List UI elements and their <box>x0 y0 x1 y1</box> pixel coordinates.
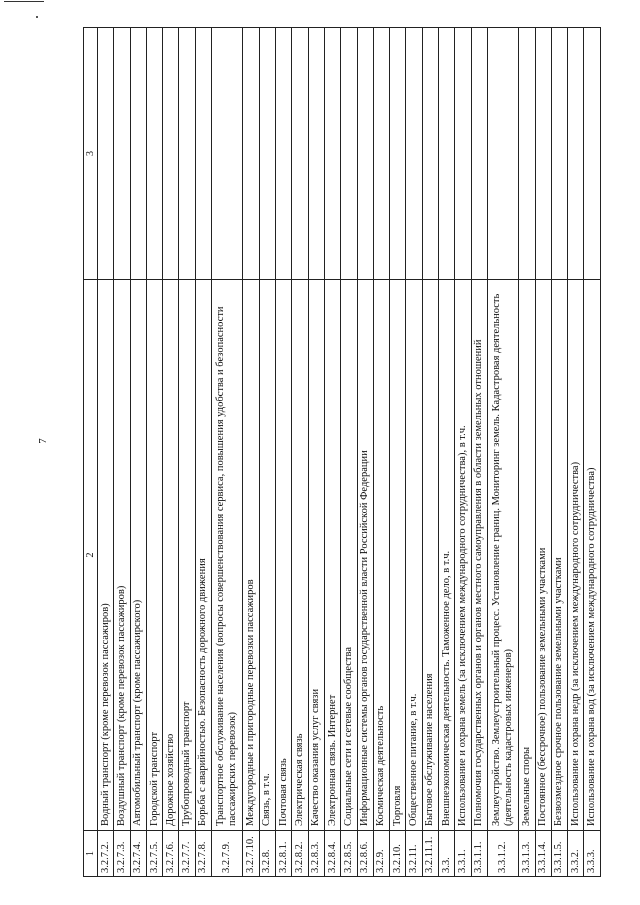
header-col-3: 3 <box>84 28 98 280</box>
row-code: 3.2.11. <box>406 831 422 877</box>
table-row <box>163 28 179 877</box>
header-col-1: 1 <box>84 831 98 877</box>
row-text: Постоянное (бессрочное) пользование земельными участками <box>535 280 551 831</box>
row-col3-empty <box>163 28 179 280</box>
scan-dot <box>36 16 38 18</box>
row-col3-empty <box>568 28 584 280</box>
row-col3-empty <box>535 28 551 280</box>
row-code: 3.2.8.5. <box>341 831 357 877</box>
row-col3-empty <box>98 28 114 280</box>
row-col3-empty <box>324 28 340 280</box>
table-row <box>406 28 422 877</box>
table-row <box>390 28 406 877</box>
row-text: Почтовая связь <box>276 280 292 831</box>
row-code: 3.3.1. <box>455 831 471 877</box>
table-row <box>243 28 259 877</box>
row-text: Безвозмездное срочное пользование земельными участками <box>551 280 567 831</box>
table-row <box>438 28 454 877</box>
row-col3-empty <box>292 28 308 280</box>
row-code: 3.3.3. <box>584 831 601 877</box>
row-text: Качество оказания услуг связи <box>308 280 324 831</box>
row-col3-empty <box>471 28 487 280</box>
row-code: 3.2.8.3. <box>308 831 324 877</box>
table-row <box>455 28 471 877</box>
table-header-row <box>84 28 98 877</box>
row-text: Дорожное хозяйство <box>163 280 179 831</box>
table-row <box>487 28 518 877</box>
row-code: 3.2.8.4. <box>324 831 340 877</box>
row-code: 3.3.2. <box>568 831 584 877</box>
rotated-document-sheet <box>83 27 601 877</box>
row-code: 3.3.1.5. <box>551 831 567 877</box>
row-text: Внешнеэкономическая деятельность. Таможенное дело, в т.ч. <box>438 280 454 831</box>
row-code: 3.2.11.1. <box>422 831 438 877</box>
row-col3-empty <box>357 28 373 280</box>
row-text: Использование и охрана вод (за исключением международного сотрудничества) <box>584 280 601 831</box>
row-text: Космическая деятельность <box>373 280 389 831</box>
row-code: 3.2.7.4. <box>130 831 146 877</box>
row-code: 3.2.9. <box>373 831 389 877</box>
row-col3-empty <box>308 28 324 280</box>
row-text: Социальные сети и сетевые сообщества <box>341 280 357 831</box>
scan-edge-line <box>4 1 44 2</box>
row-col3-empty <box>373 28 389 280</box>
row-text: Городской транспорт <box>146 280 162 831</box>
row-code: 3.3. <box>438 831 454 877</box>
row-code: 3.2.8.1. <box>276 831 292 877</box>
table-row <box>195 28 211 877</box>
row-code: 3.2.7.6. <box>163 831 179 877</box>
row-code: 3.2.10. <box>390 831 406 877</box>
page-number: 7 <box>36 438 49 444</box>
row-code: 3.2.7.9. <box>212 831 243 877</box>
table-row <box>357 28 373 877</box>
row-col3-empty <box>406 28 422 280</box>
row-col3-empty <box>519 28 535 280</box>
table-row <box>276 28 292 877</box>
row-text: Воздушный транспорт (кроме перевозок пассажиров) <box>114 280 130 831</box>
row-text: Связь, в т.ч. <box>259 280 275 831</box>
table-row <box>568 28 584 877</box>
row-col3-empty <box>179 28 195 280</box>
row-col3-empty <box>455 28 471 280</box>
table-row <box>324 28 340 877</box>
row-text: Автомобильный транспорт (кроме пассажирского) <box>130 280 146 831</box>
row-code: 3.2.7.7. <box>179 831 195 877</box>
row-col3-empty <box>390 28 406 280</box>
row-col3-empty <box>341 28 357 280</box>
row-col3-empty <box>422 28 438 280</box>
row-text: Использование и охрана недр (за исключением международного сотрудничества) <box>568 280 584 831</box>
row-col3-empty <box>114 28 130 280</box>
row-col3-empty <box>276 28 292 280</box>
table-row <box>146 28 162 877</box>
row-text: Торговля <box>390 280 406 831</box>
row-text: Междугородные и пригородные перевозки пассажиров <box>243 280 259 831</box>
table-row <box>259 28 275 877</box>
table-row <box>308 28 324 877</box>
row-text: Использование и охрана земель (за исключением международного сотрудничества), в т.ч. <box>455 280 471 831</box>
table-row <box>471 28 487 877</box>
table-row <box>422 28 438 877</box>
row-code: 3.2.8.6. <box>357 831 373 877</box>
row-code: 3.2.7.3. <box>114 831 130 877</box>
row-col3-empty <box>212 28 243 280</box>
row-col3-empty <box>551 28 567 280</box>
table-body <box>98 28 601 877</box>
table-row <box>114 28 130 877</box>
row-text: Информационные системы органов государственной власти Российской Федерации <box>357 280 373 831</box>
row-code: 3.2.7.2. <box>98 831 114 877</box>
row-text: Электрическая связь <box>292 280 308 831</box>
table-row <box>519 28 535 877</box>
row-col3-empty <box>195 28 211 280</box>
row-text: Борьба с аварийностью. Безопасность дорожного движения <box>195 280 211 831</box>
row-text: Полномочия государственных органов и органов местного самоуправления в области земельных отношений <box>471 280 487 831</box>
classifier-table <box>83 27 601 877</box>
table-row <box>292 28 308 877</box>
header-col-2: 2 <box>84 280 98 831</box>
row-code: 3.2.8.2. <box>292 831 308 877</box>
row-code: 3.2.7.5. <box>146 831 162 877</box>
row-col3-empty <box>243 28 259 280</box>
row-col3-empty <box>487 28 518 280</box>
table-row <box>535 28 551 877</box>
table-row <box>341 28 357 877</box>
row-text: Бытовое обслуживание населения <box>422 280 438 831</box>
row-code: 3.2.7.8. <box>195 831 211 877</box>
row-code: 3.2.7.10. <box>243 831 259 877</box>
row-text: Водный транспорт (кроме перевозок пассажиров) <box>98 280 114 831</box>
table-row <box>212 28 243 877</box>
row-code: 3.3.1.1. <box>471 831 487 877</box>
table-row <box>584 28 601 877</box>
row-text: Общественное питание, в т.ч. <box>406 280 422 831</box>
table-row <box>130 28 146 877</box>
table-row <box>98 28 114 877</box>
row-text: Земельные споры <box>519 280 535 831</box>
row-col3-empty <box>130 28 146 280</box>
row-col3-empty <box>259 28 275 280</box>
row-col3-empty <box>584 28 601 280</box>
row-code: 3.3.1.2. <box>487 831 518 877</box>
row-code: 3.2.8. <box>259 831 275 877</box>
table-row <box>551 28 567 877</box>
row-code: 3.3.1.3. <box>519 831 535 877</box>
row-text: Электронная связь. Интернет <box>324 280 340 831</box>
table-row <box>179 28 195 877</box>
row-text: Землеустройство. Землеустроительный процесс. Установление границ. Мониторинг земель. Кадастровая деятельность (деятельность кадастровых инженеров) <box>487 280 518 831</box>
row-col3-empty <box>146 28 162 280</box>
row-text: Трубопроводный транспорт <box>179 280 195 831</box>
row-code: 3.3.1.4. <box>535 831 551 877</box>
table-row <box>373 28 389 877</box>
row-col3-empty <box>438 28 454 280</box>
row-text: Транспортное обслуживание населения (вопросы совершенствования сервиса, повышения удобства и безопасности пассажирских перевозок) <box>212 280 243 831</box>
